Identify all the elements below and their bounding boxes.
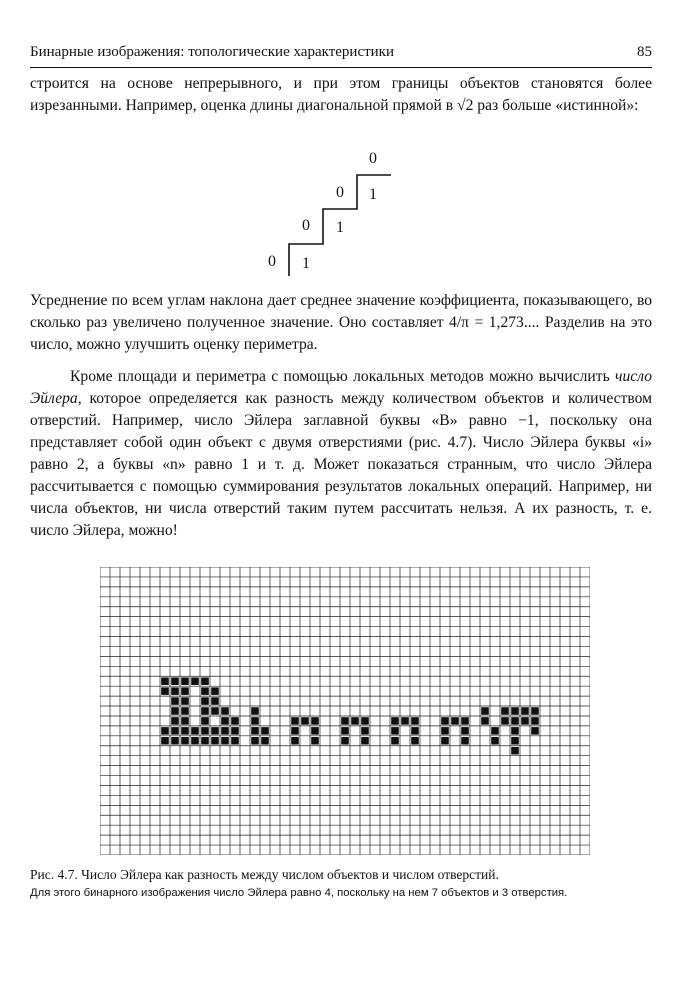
filled-pixel — [181, 737, 189, 745]
filled-pixel — [231, 727, 239, 735]
filled-pixel — [201, 717, 209, 725]
filled-pixel — [161, 727, 169, 735]
filled-pixel — [261, 727, 269, 735]
filled-pixel — [251, 707, 259, 715]
filled-pixel — [391, 737, 399, 745]
filled-pixel — [161, 677, 169, 685]
filled-pixel — [361, 727, 369, 735]
filled-pixel — [291, 737, 299, 745]
staircase-diagram — [0, 0, 689, 290]
filled-pixel — [531, 727, 539, 735]
caption-sub: Для этого бинарного изображения число Эйлера равно 4, поскольку на нем 7 объектов и 3 отверстия. — [30, 887, 568, 899]
filled-pixel — [511, 737, 519, 745]
sqrt-two: √2 — [457, 97, 474, 114]
filled-pixel — [201, 697, 209, 705]
filled-pixel — [181, 707, 189, 715]
filled-pixel — [221, 737, 229, 745]
filled-pixel — [461, 727, 469, 735]
filled-pixel — [351, 717, 359, 725]
caption-main: Рис. 4.7. Число Эйлера как разность между числом объектов и числом отверстий. — [30, 867, 499, 882]
filled-pixel — [171, 707, 179, 715]
filled-pixel — [511, 707, 519, 715]
filled-pixel — [391, 717, 399, 725]
filled-pixel — [211, 697, 219, 705]
stair-label-row3-1: 1 — [302, 255, 310, 272]
filled-pixel — [291, 727, 299, 735]
filled-pixel — [261, 737, 269, 745]
filled-pixel — [161, 737, 169, 745]
filled-pixel — [311, 737, 319, 745]
stair-label-row3-0: 0 — [268, 253, 276, 270]
filled-pixel — [211, 727, 219, 735]
filled-pixel — [171, 687, 179, 695]
filled-pixel — [191, 737, 199, 745]
filled-pixel — [201, 687, 209, 695]
filled-pixel — [341, 727, 349, 735]
filled-pixel — [181, 677, 189, 685]
filled-pixel — [511, 727, 519, 735]
header-title: Бинарные изображения: топологические характеристики — [30, 44, 394, 60]
filled-pixel — [461, 717, 469, 725]
filled-pixel — [311, 727, 319, 735]
filled-pixel — [511, 747, 519, 755]
paragraph-1-text: строится на основе непрерывного, и при этом границы объектов становятся более изрезанными. Например, оценка длины диагональной прямой в — [30, 75, 652, 114]
filled-pixel — [171, 717, 179, 725]
filled-pixel — [161, 687, 169, 695]
filled-pixel — [231, 717, 239, 725]
filled-pixel — [201, 737, 209, 745]
filled-pixel — [441, 727, 449, 735]
filled-pixel — [191, 677, 199, 685]
filled-pixel — [171, 737, 179, 745]
filled-pixel — [181, 717, 189, 725]
filled-pixel — [511, 717, 519, 725]
paragraph-3-before: Кроме площади и периметра с помощью локальных методов можно вычислить — [70, 368, 616, 385]
filled-pixel — [341, 717, 349, 725]
filled-pixel — [201, 707, 209, 715]
filled-pixel — [531, 717, 539, 725]
filled-pixel — [391, 727, 399, 735]
stair-label-row2-1: 1 — [336, 219, 344, 236]
filled-pixel — [521, 707, 529, 715]
paragraph-3 — [30, 366, 652, 542]
filled-pixel — [451, 717, 459, 725]
filled-pixel — [501, 717, 509, 725]
filled-pixel — [191, 727, 199, 735]
filled-pixel — [301, 717, 309, 725]
filled-pixel — [221, 717, 229, 725]
filled-pixel — [521, 717, 529, 725]
filled-pixel — [441, 717, 449, 725]
stair-label-top-0: 0 — [369, 150, 377, 167]
filled-pixel — [341, 737, 349, 745]
filled-pixel — [181, 727, 189, 735]
stair-label-row2-0: 0 — [302, 217, 310, 234]
filled-pixel — [221, 727, 229, 735]
paragraph-2: Усреднение по всем углам наклона дает среднее значение коэффициента, показывающего, во сколько раз увеличено полученное значение. Оно составляет 4/π = 1,273.... Разделив на это число, можно улучшить оценку периметра. — [30, 292, 652, 353]
filled-pixel — [211, 707, 219, 715]
stair-label-row1-0: 0 — [336, 184, 344, 201]
filled-pixel — [491, 727, 499, 735]
filled-pixel — [501, 707, 509, 715]
filled-pixel — [531, 707, 539, 715]
filled-pixel — [181, 697, 189, 705]
filled-pixel — [171, 677, 179, 685]
filled-pixel — [251, 717, 259, 725]
filled-pixel — [401, 717, 409, 725]
filled-pixel — [291, 717, 299, 725]
filled-pixel — [361, 737, 369, 745]
filled-pixel — [181, 687, 189, 695]
paragraph-1-end: раз больше «истинной»: — [473, 97, 639, 114]
filled-pixel — [201, 727, 209, 735]
binary-image-figure — [100, 567, 590, 855]
filled-pixel — [491, 737, 499, 745]
paragraph-3-after: , которое определяется как разность между количеством объектов и количеством отверстий. Например, число Эйлера заглавной буквы «B» равно −1, поскольку она представляет собой один объект с двумя отверстиями (рис. 4.7). Число Эйлера буквы «i» равно 2, а буквы «n» равно 1 и т. д. Может показаться странным, что число Эйлера рассчитывается с помощью суммирования результатов локальных операций. Например, ни числа объектов, ни числа отверстий таким путем рассчитать нельзя. А их разность, т. е. число Эйлера, можно! — [30, 390, 652, 539]
filled-pixel — [361, 717, 369, 725]
filled-pixel — [481, 707, 489, 715]
filled-pixel — [411, 727, 419, 735]
filled-pixel — [211, 687, 219, 695]
filled-pixel — [171, 727, 179, 735]
filled-pixel — [251, 737, 259, 745]
filled-pixel — [461, 737, 469, 745]
filled-pixel — [441, 737, 449, 745]
filled-pixel — [221, 707, 229, 715]
filled-pixel — [231, 737, 239, 745]
filled-pixel — [171, 697, 179, 705]
filled-pixel — [201, 677, 209, 685]
filled-pixel — [411, 737, 419, 745]
stair-label-row1-1: 1 — [369, 186, 377, 203]
filled-pixel — [251, 727, 259, 735]
euler-number-term: число Эйлера — [30, 368, 652, 407]
figure-caption — [30, 866, 652, 901]
filled-pixel — [311, 717, 319, 725]
filled-pixel — [211, 737, 219, 745]
filled-pixel — [481, 717, 489, 725]
filled-pixel — [411, 717, 419, 725]
page-number: 85 — [637, 44, 652, 60]
